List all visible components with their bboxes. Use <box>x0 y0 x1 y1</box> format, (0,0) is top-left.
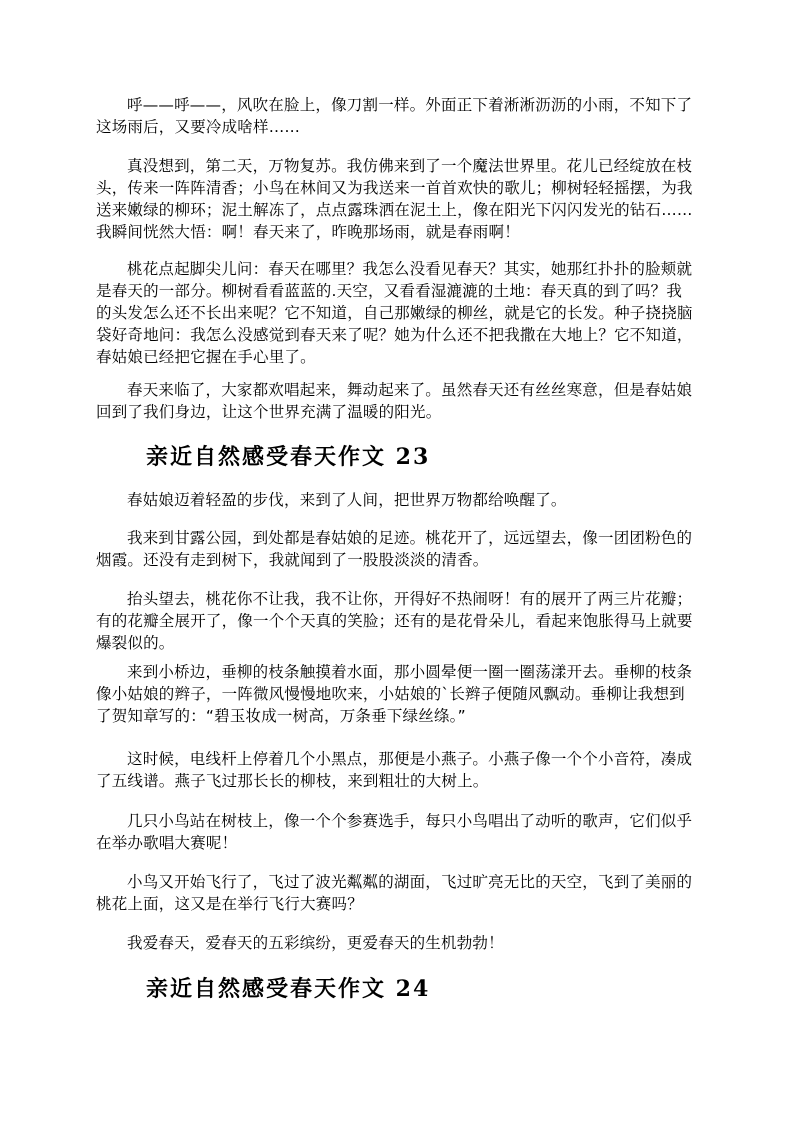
paragraph: 小鸟又开始飞行了，飞过了波光粼粼的湖面，飞过旷亮无比的天空，飞到了美丽的桃花上面，这又是在举行飞行大赛吗？ <box>96 873 693 913</box>
paragraph: 几只小鸟站在树枝上，像一个个参赛选手，每只小鸟唱出了动听的歌声，它们似乎在举办歌唱大赛呢！ <box>96 812 693 852</box>
paragraph: 来到小桥边，垂柳的枝条触摸着水面，那小圆晕便一圈一圈荡漾开去。垂柳的枝条像小姑娘的辫子，一阵微风慢慢地吹来，小姑娘的`长辫子便随风飘动。垂柳让我想到了贺知章写的：“碧玉妆成一树高，万条垂下绿丝绦。” <box>96 663 693 725</box>
paragraph: 呼——呼——，风吹在脸上，像刀割一样。外面正下着淅淅沥沥的小雨，不知下了这场雨后，又要冷成啥样…… <box>96 96 693 136</box>
paragraph: 抬头望去，桃花你不让我，我不让你，开得好不热闹呀！有的展开了两三片花瓣；有的花瓣全展开了，像一个个天真的笑脸；还有的是花骨朵儿，看起来饱胀得马上就要爆裂似的。 <box>96 590 693 652</box>
paragraph: 这时候，电线杆上停着几个小黑点，那便是小燕子。小燕子像一个个小音符，凑成了五线谱。燕子飞过那长长的柳枝，来到粗壮的大树上。 <box>96 750 693 790</box>
paragraph: 真没想到，第二天，万物复苏。我仿佛来到了一个魔法世界里。花儿已经绽放在枝头，传来一阵阵清香；小鸟在林间又为我送来一首首欢快的歌儿；柳树轻轻摇摆，为我送来嫩绿的柳环；泥土解冻了，点点露珠洒在泥土上，像在阳光下闪闪发光的钻石……我瞬间恍然大悟：啊！春天来了，昨晚那场雨，就是春雨啊！ <box>96 157 693 241</box>
paragraph: 春姑娘迈着轻盈的步伐，来到了人间，把世界万物都给唤醒了。 <box>127 491 567 509</box>
paragraph: 桃花点起脚尖儿问：春天在哪里？我怎么没看见春天？其实，她那红扑扑的脸颊就是春天的一部分。柳树看看蓝蓝的.天空，又看看湿漉漉的土地：春天真的到了吗？我的头发怎么还不长出来呢？它不知道，自己那嫩绿的柳丝，就是它的长发。种子挠挠脑袋好奇地问：我怎么没感觉到春天来了呢？她为什么还不把我撒在大地上？它不知道，春姑娘已经把它握在手心里了。 <box>96 260 693 366</box>
paragraph: 春天来临了，大家都欢唱起来，舞动起来了。虽然春天还有丝丝寒意，但是春姑娘回到了我们身边，让这个世界充满了温暖的阳光。 <box>96 381 693 421</box>
section-heading: 亲近自然感受春天作文 23 <box>146 444 431 470</box>
paragraph: 我来到甘露公园，到处都是春姑娘的足迹。桃花开了，远远望去，像一团团粉色的烟霞。还没有走到树下，我就闻到了一股股淡淡的清香。 <box>96 529 693 569</box>
section-heading: 亲近自然感受春天作文 24 <box>146 976 431 1002</box>
paragraph: 我爱春天，爱春天的五彩缤纷，更爱春天的生机勃勃！ <box>127 934 504 952</box>
